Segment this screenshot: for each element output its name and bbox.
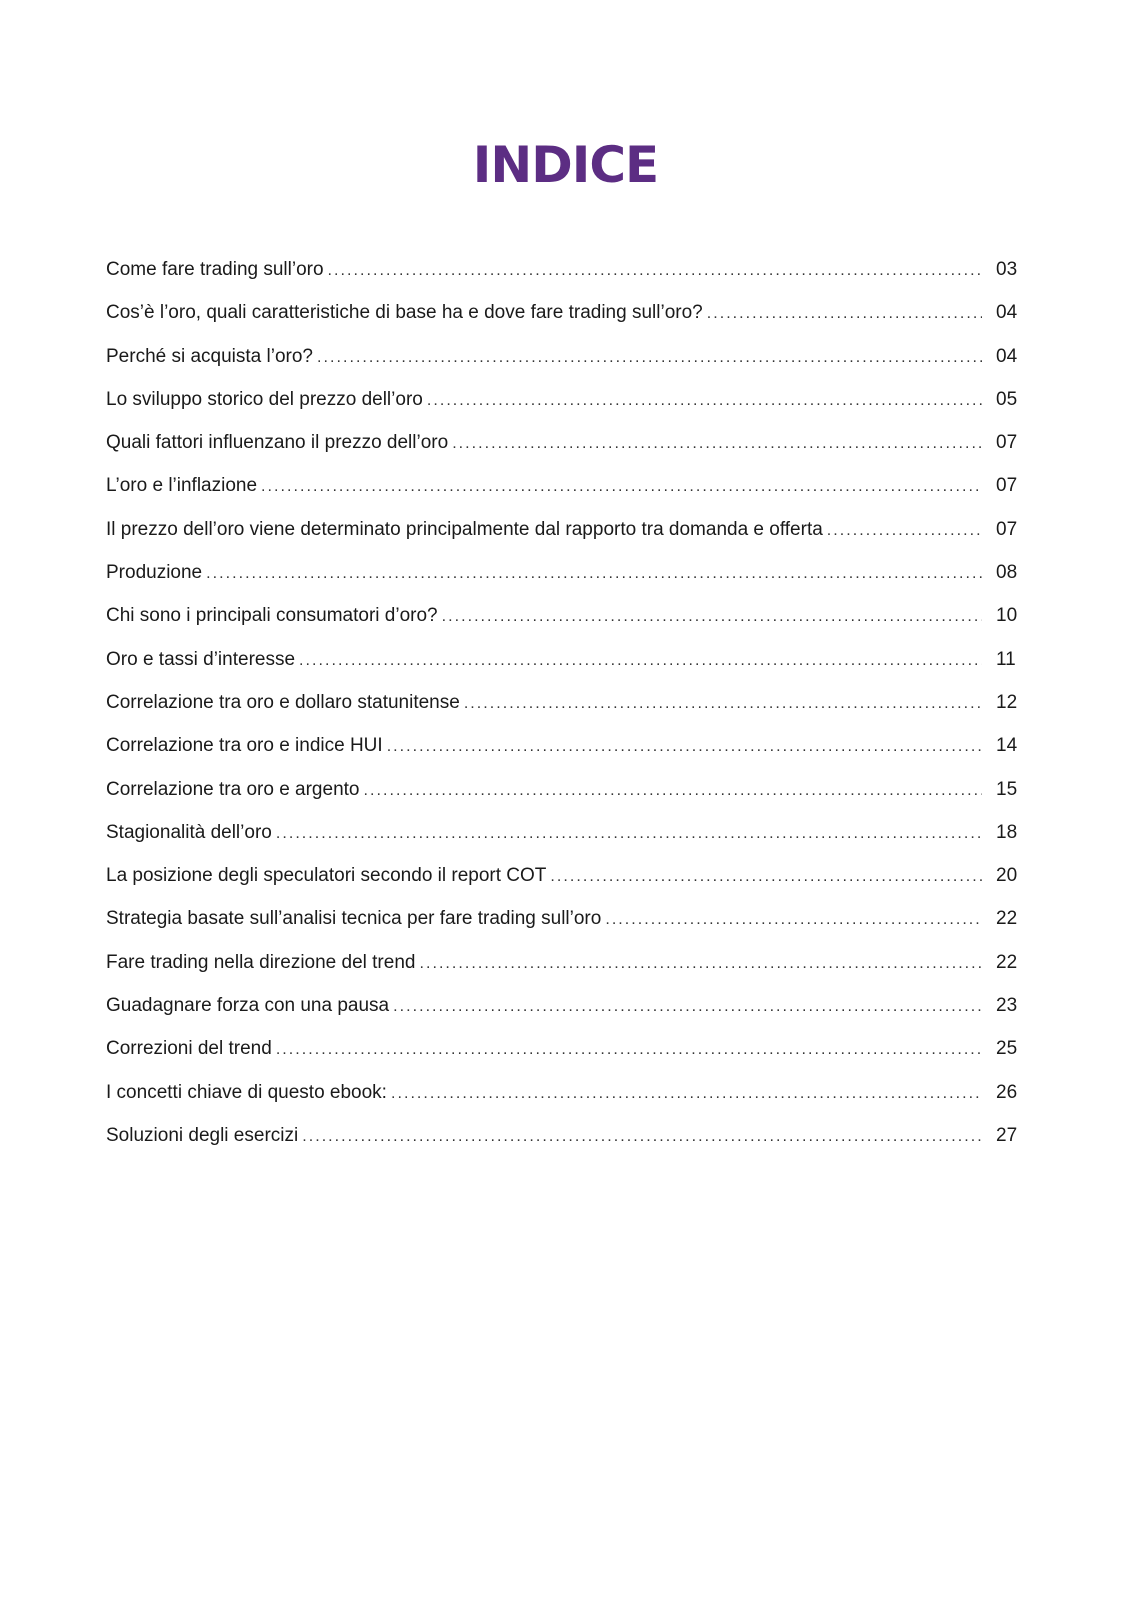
toc-entry-label: Guadagnare forza con una pausa <box>106 995 390 1017</box>
toc-entry[interactable] <box>106 951 1026 994</box>
table-of-contents <box>106 258 1026 1167</box>
toc-leader-dots <box>206 562 982 586</box>
toc-entry[interactable] <box>106 431 1026 474</box>
toc-leader-dots <box>302 1125 982 1149</box>
toc-entry[interactable] <box>106 691 1026 734</box>
toc-entry-label: Strategia basate sull’analisi tecnica per fare trading sull’oro <box>106 908 602 930</box>
toc-entry-page: 22 <box>996 908 1018 930</box>
toc-leader-dots <box>328 259 982 283</box>
toc-leader-dots <box>427 389 982 413</box>
toc-entry[interactable] <box>106 258 1026 301</box>
toc-entry-label: Come fare trading sull’oro <box>106 259 324 280</box>
toc-entry[interactable] <box>106 778 1026 821</box>
toc-entry-page: 10 <box>996 605 1018 627</box>
toc-entry-label: Produzione <box>106 562 203 584</box>
toc-entry-page: 11 <box>996 648 1016 670</box>
page-title: INDICE <box>472 136 659 194</box>
toc-entry[interactable] <box>106 734 1026 777</box>
toc-entry-label: Correzioni del trend <box>106 1038 272 1060</box>
toc-entry-page: 05 <box>996 388 1018 410</box>
toc-entry-label: Soluzioni degli esercizi <box>106 1124 299 1146</box>
toc-leader-dots <box>393 995 982 1019</box>
toc-entry-page: 07 <box>996 518 1018 540</box>
toc-entry-page: 04 <box>996 345 1018 367</box>
toc-entry-page: 07 <box>996 432 1018 454</box>
toc-entry-page: 04 <box>996 302 1018 324</box>
toc-entry[interactable] <box>106 474 1026 517</box>
toc-entry[interactable] <box>106 301 1026 344</box>
toc-entry-page: 15 <box>996 778 1018 800</box>
toc-entry[interactable] <box>106 388 1026 431</box>
toc-leader-dots <box>363 779 982 803</box>
toc-leader-dots <box>464 692 982 716</box>
toc-entry-label: Correlazione tra oro e argento <box>106 778 360 800</box>
toc-entry-label: Fare trading nella direzione del trend <box>106 951 416 973</box>
toc-entry-page: 22 <box>996 951 1018 973</box>
toc-entry-label: I concetti chiave di questo ebook: <box>106 1081 387 1103</box>
toc-entry[interactable] <box>106 561 1026 604</box>
toc-entry-label: Cos’è l’oro, quali caratteristiche di base ha e dove fare trading sull’oro? <box>106 302 703 324</box>
toc-leader-dots <box>827 519 982 543</box>
toc-leader-dots <box>452 432 982 456</box>
toc-entry-label: Correlazione tra oro e dollaro statunitense <box>106 691 460 713</box>
toc-leader-dots <box>605 908 982 932</box>
toc-entry[interactable] <box>106 907 1026 950</box>
toc-entry-label: Quali fattori influenzano il prezzo dell’oro <box>106 432 449 454</box>
toc-entry-label: Stagionalità dell’oro <box>106 821 272 843</box>
toc-entry-label: La posizione degli speculatori secondo il report COT <box>106 865 547 887</box>
toc-entry-page: 08 <box>996 562 1018 584</box>
toc-entry[interactable] <box>106 518 1026 561</box>
toc-leader-dots <box>299 649 982 673</box>
toc-entry-label: Il prezzo dell’oro viene determinato principalmente dal rapporto tra domanda e offerta <box>106 518 823 540</box>
toc-leader-dots <box>276 1038 982 1062</box>
toc-entry[interactable] <box>106 604 1026 647</box>
toc-leader-dots <box>261 475 982 499</box>
toc-entry-label: Correlazione tra oro e indice HUI <box>106 735 383 757</box>
toc-leader-dots <box>387 735 982 759</box>
toc-leader-dots <box>276 822 982 846</box>
toc-entry[interactable] <box>106 1081 1026 1124</box>
toc-entry[interactable] <box>106 648 1026 691</box>
toc-leader-dots <box>317 346 982 370</box>
toc-entry[interactable] <box>106 345 1026 388</box>
toc-entry-label: Lo sviluppo storico del prezzo dell’oro <box>106 388 423 410</box>
toc-entry[interactable] <box>106 994 1026 1037</box>
toc-entry[interactable] <box>106 864 1026 907</box>
toc-entry-page: 18 <box>996 821 1018 843</box>
toc-entry[interactable] <box>106 1124 1026 1167</box>
toc-entry-page: 20 <box>996 865 1018 887</box>
toc-entry-label: Chi sono i principali consumatori d’oro? <box>106 605 438 627</box>
toc-entry-page: 14 <box>996 735 1018 757</box>
toc-leader-dots <box>707 302 982 326</box>
toc-entry-label: L’oro e l’inflazione <box>106 475 258 497</box>
toc-entry-label: Oro e tassi d’interesse <box>106 648 296 670</box>
toc-entry-label: Perché si acquista l’oro? <box>106 345 313 367</box>
toc-leader-dots <box>391 1082 982 1106</box>
toc-entry-page: 03 <box>996 259 1018 280</box>
toc-entry[interactable] <box>106 821 1026 864</box>
toc-entry-page: 23 <box>996 995 1018 1017</box>
toc-entry-page: 26 <box>996 1081 1018 1103</box>
toc-leader-dots <box>419 952 982 976</box>
toc-entry-page: 12 <box>996 691 1018 713</box>
toc-leader-dots <box>442 605 982 629</box>
toc-leader-dots <box>550 865 982 889</box>
toc-entry[interactable] <box>106 1037 1026 1080</box>
toc-entry-page: 27 <box>996 1124 1018 1146</box>
toc-entry-page: 25 <box>996 1038 1018 1060</box>
toc-entry-page: 07 <box>996 475 1018 497</box>
